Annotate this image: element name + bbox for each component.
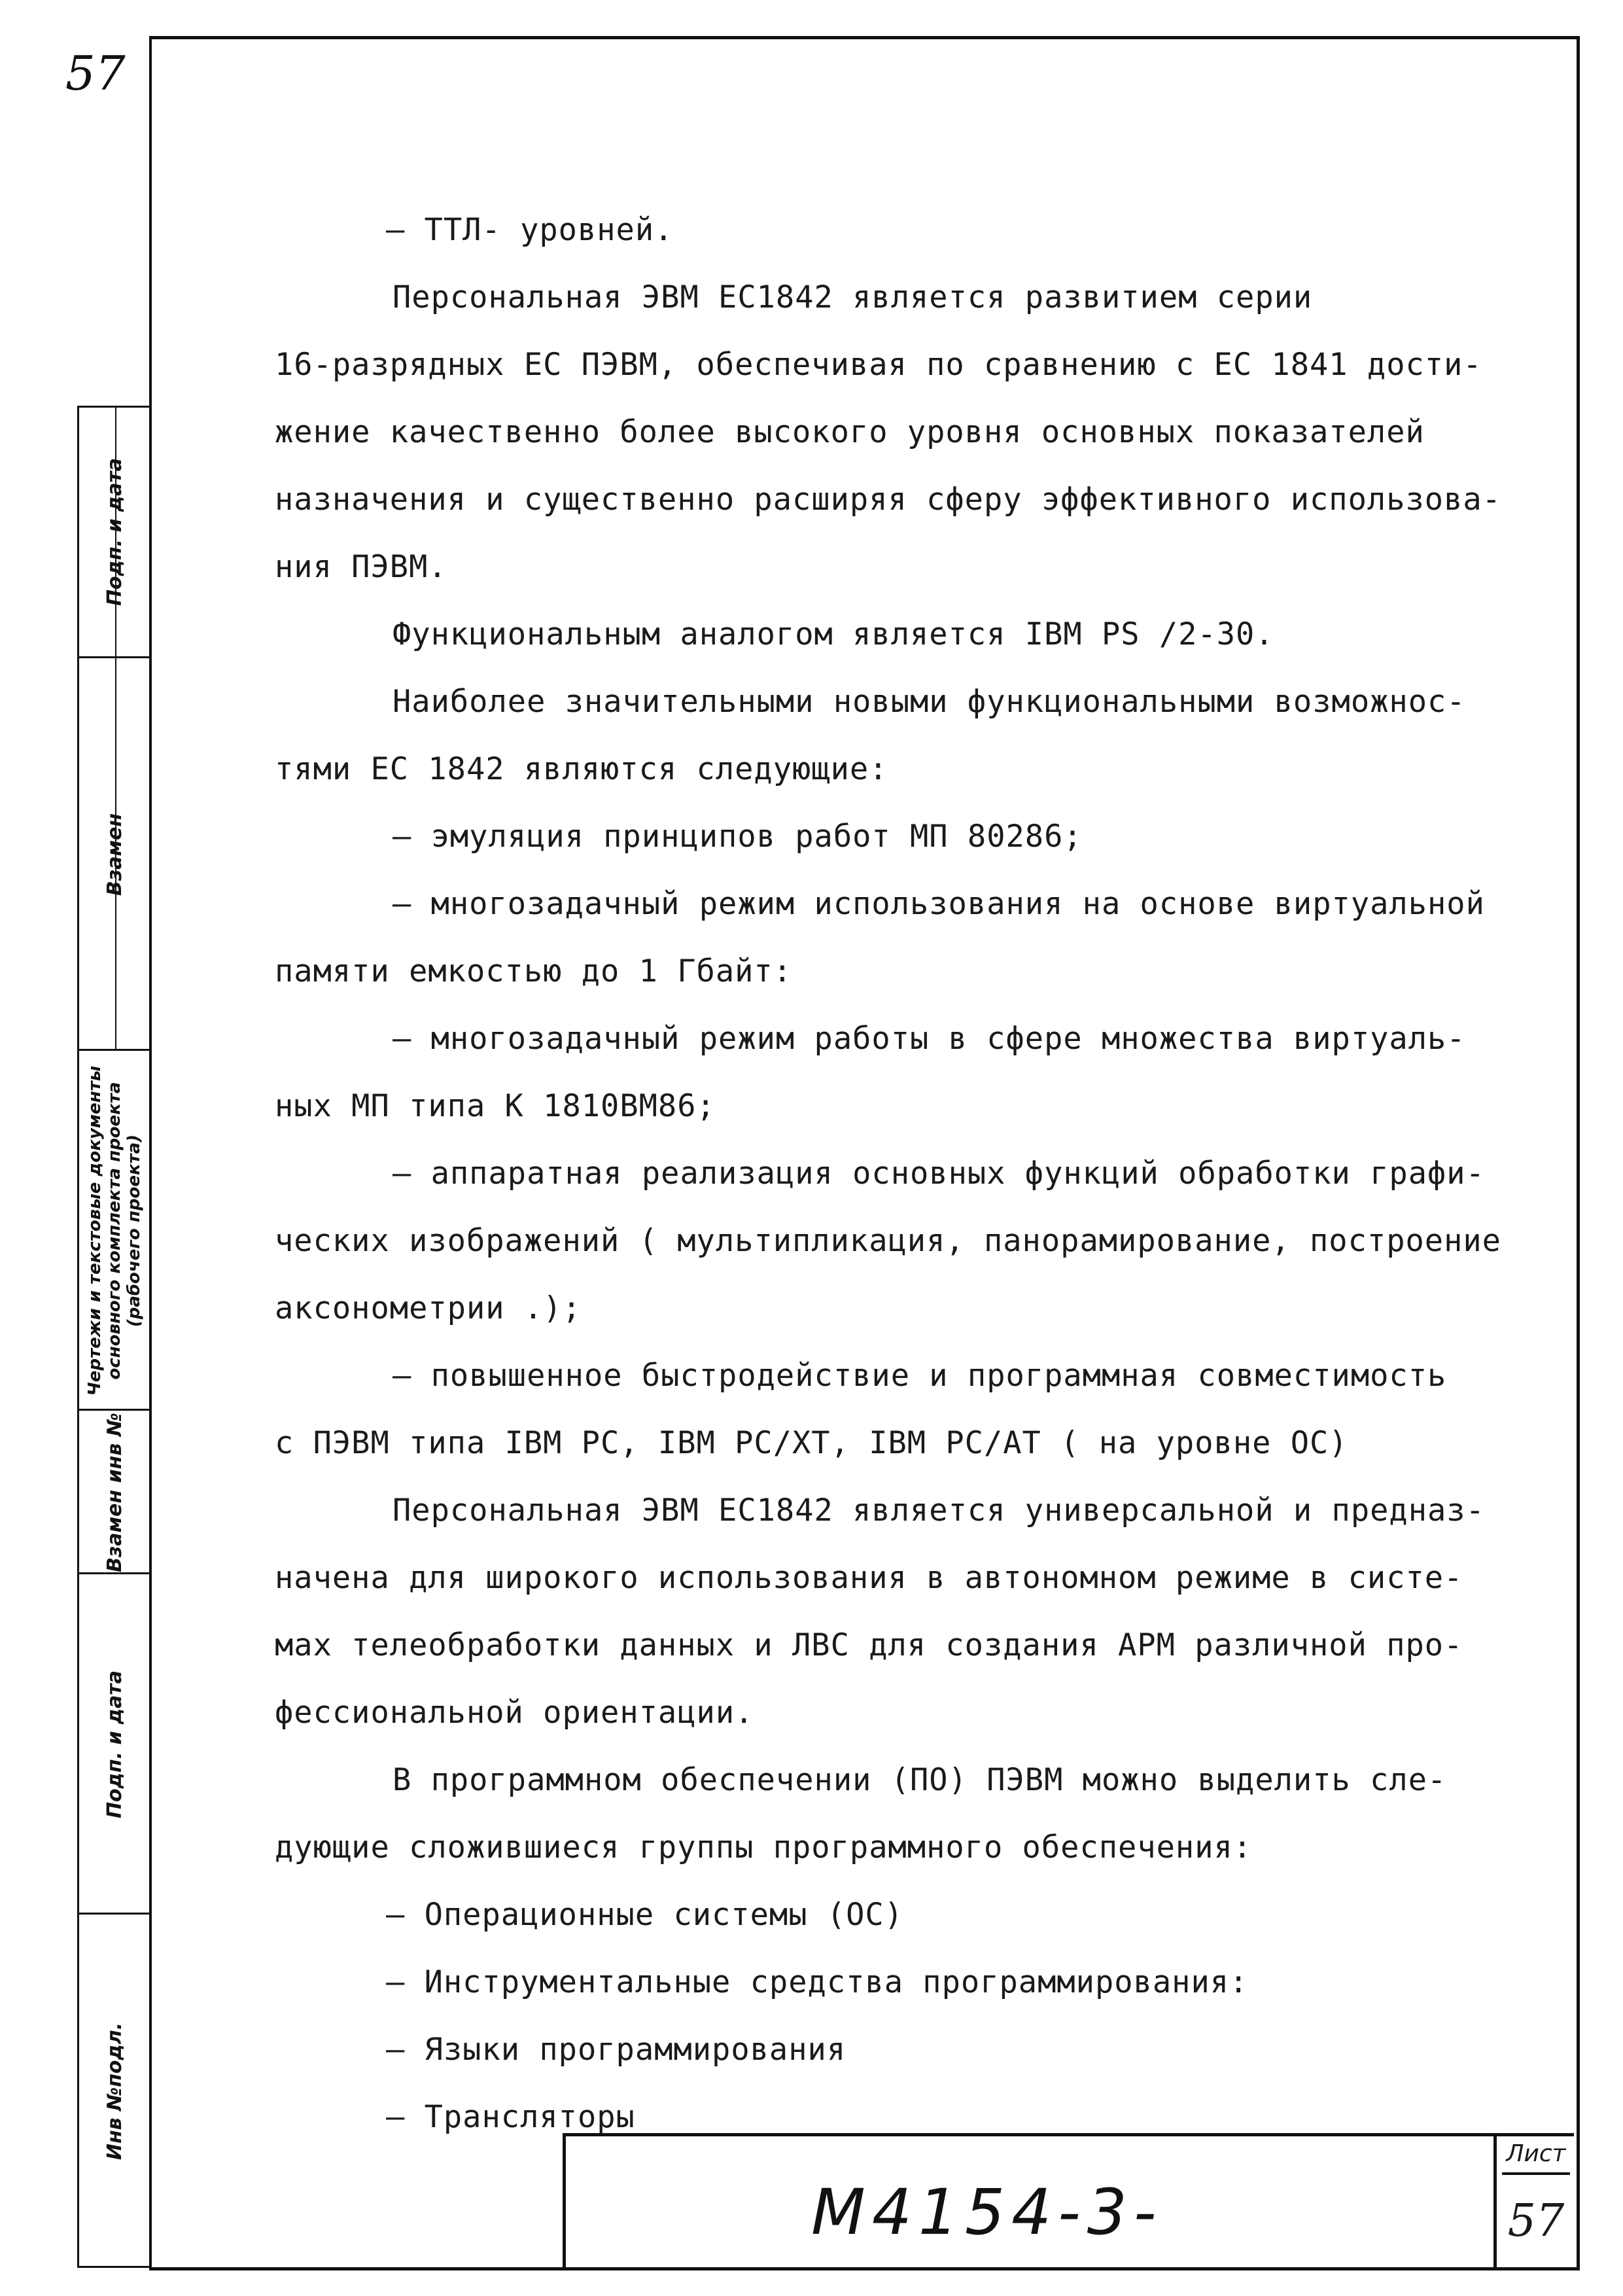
- text-line: Функциональным аналогом является IBM PS /2-30.: [393, 616, 1274, 652]
- page-number-top: 57: [65, 46, 126, 101]
- side-cell-vzamen-inv: [79, 1409, 151, 1574]
- side-stamp-label: Чертежи и текстовые документы основного комплекта проекта (рабочего проекта): [85, 1065, 144, 1396]
- text-line: жение качественно более высокого уровня основных показателей: [275, 414, 1425, 450]
- text-line: ных МП типа К 1810ВМ86;: [275, 1088, 716, 1124]
- text-line: 16-разрядных ЕС ПЭВМ, обеспечивая по сравнению с ЕС 1841 дости-: [275, 347, 1482, 383]
- text-line: – Операционные системы (ОС): [386, 1897, 904, 1933]
- text-line: Персональная ЭВМ ЕС1842 является универсальной и предназ-: [393, 1492, 1485, 1528]
- text-line: мах телеобработки данных и ЛВС для создания АРМ различной про-: [275, 1627, 1463, 1663]
- side-cell-podp-data: [79, 1572, 151, 1915]
- side-cell-drawings: [79, 1049, 151, 1411]
- text-line: – повышенное быстродействие и программная совместимость: [393, 1358, 1447, 1394]
- side-stamp-label: Подп. и дата: [103, 1670, 126, 1819]
- text-line: – Трансляторы: [386, 2099, 635, 2135]
- text-line: – Инструментальные средства программирования:: [386, 1964, 1249, 2000]
- text-line: ния ПЭВМ.: [275, 549, 447, 585]
- text-line: назначения и существенно расширяя сферу эффективного использова-: [275, 482, 1501, 518]
- sheet-number: 57: [1507, 2195, 1565, 2247]
- side-stamp-label: Взамен инв №: [103, 1413, 126, 1572]
- title-block: [563, 2133, 1574, 2270]
- side-cell-inv-podl: [79, 1913, 151, 2268]
- text-line: начена для широкого использования в автономном режиме в систе-: [275, 1560, 1463, 1596]
- text-line: Персональная ЭВМ ЕС1842 является развитием серии: [393, 279, 1313, 315]
- side-stamp-label: Подп. и дата: [103, 457, 126, 607]
- text-line: с ПЭВМ типа IBM PC, IBM PC/XT, IBM PC/AT ( на уровне ОС): [275, 1425, 1348, 1461]
- text-line: памяти емкостью до 1 Гбайт:: [275, 953, 793, 989]
- text-line: дующие сложившиеся группы программного обеспечения:: [275, 1829, 1253, 1865]
- title-divider: [563, 2136, 566, 2270]
- text-line: аксонометрии .);: [275, 1290, 582, 1326]
- text-line: Наиболее значительными новыми функциональными возможнос-: [393, 684, 1466, 720]
- text-line: – аппаратная реализация основных функций обработки графи-: [393, 1156, 1485, 1192]
- side-cell-top: [79, 408, 151, 656]
- text-line: – многозадачный режим работы в сфере множества виртуаль-: [393, 1021, 1466, 1057]
- side-stamp-label: Инв №подл.: [103, 2022, 126, 2161]
- text-line: – ТТЛ- уровней.: [386, 212, 674, 248]
- text-line: – многозадачный режим использования на основе виртуальной: [393, 886, 1485, 922]
- side-stamp: [77, 406, 151, 2268]
- document-code: М4154-3-: [811, 2176, 1163, 2249]
- text-line: – эмуляция принципов работ МП 80286;: [393, 819, 1083, 855]
- side-stamp-label: Взамен: [103, 813, 126, 896]
- text-line: – Языки программирования: [386, 2032, 846, 2068]
- text-line: В программном обеспечении (ПО) ПЭВМ можно выделить сле-: [393, 1762, 1447, 1798]
- sheet-label: Лист: [1502, 2140, 1570, 2175]
- text-line: фессиональной ориентации.: [275, 1695, 754, 1731]
- text-line: ческих изображений ( мультипликация, панорамирование, построение: [275, 1223, 1501, 1259]
- body-text: [275, 196, 1557, 2151]
- side-cell-vzamen: [79, 656, 151, 1051]
- sheet-box: [1493, 2136, 1574, 2270]
- text-line: тями ЕС 1842 являются следующие:: [275, 751, 888, 787]
